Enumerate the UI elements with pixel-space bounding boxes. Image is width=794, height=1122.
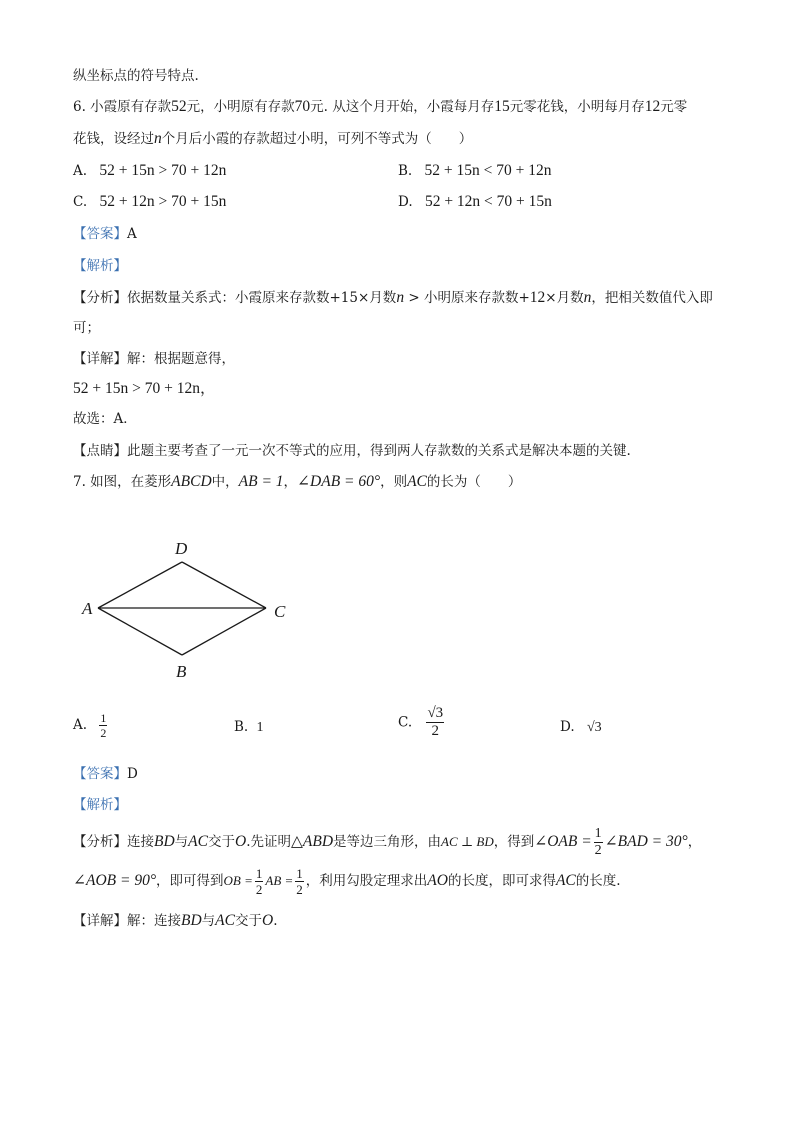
fenxi-tag: 【分析】 [73, 290, 127, 306]
q6-var: n [583, 289, 592, 306]
fenxi-text: ，即可得到 [156, 873, 224, 889]
fenxi-text: 是等边三角形，由 [333, 834, 442, 850]
answer-value: D [127, 766, 138, 782]
q6-stem-text: 元，小明原有存款 [186, 99, 295, 115]
q6-option-d[interactable] [398, 192, 552, 212]
option-expr: 52 + 12n < 70 + 15n [424, 193, 552, 210]
option-value: √3 [586, 720, 602, 735]
rhombus-figure [70, 530, 300, 690]
q6-stem-text: 元零 [660, 99, 688, 115]
q6-stem-text: 元零花钱，小明每月存 [509, 99, 645, 115]
option-value: 1 [256, 720, 264, 735]
q7-math: ∠AOB = 90° [73, 872, 157, 889]
q7-analysis-heading [73, 795, 127, 815]
q7-math: BD [154, 833, 175, 850]
q6-answer [73, 224, 137, 244]
q7-option-b[interactable] [234, 717, 264, 738]
fenxi-tag: 【分析】 [73, 834, 127, 850]
fenxi-text: ，得到 [493, 834, 535, 850]
q6-dianjing [73, 441, 631, 461]
denominator: 2 [255, 882, 263, 897]
option-label: C. [73, 194, 88, 210]
q6-num: 70 [294, 98, 311, 115]
q6-stem-text: 个月后小霞的存款超过小明，可列不等式为（ ） [161, 131, 473, 147]
fenxi-text: ×月数 [545, 290, 584, 306]
q6-stem-line1 [73, 97, 687, 117]
q6-num: 12 [529, 289, 546, 306]
q7-option-d[interactable] [560, 717, 602, 738]
q7-stem-text: ， [283, 474, 298, 490]
q7-option-c[interactable] [398, 706, 444, 739]
option-label: C. [398, 714, 413, 731]
fenxi-text: ， [687, 834, 702, 850]
q6-var: n [154, 130, 162, 147]
numerator: √3 [427, 705, 444, 721]
fenxi-text: 依据数量关系式：小霞原来存款数+15×月数 [127, 290, 397, 306]
q6-stem-text: 元. 从这个月开始，小霞每月存 [310, 99, 495, 115]
option-label: D. [398, 194, 413, 210]
vertex-c-label: C [274, 602, 286, 621]
option-label: A. [73, 717, 88, 733]
side-cb [182, 608, 266, 655]
q7-stem-text: 的长为（ ） [426, 474, 522, 490]
fenxi-text: 的长度，即可求得 [447, 873, 556, 889]
q7-math: AB = [265, 873, 294, 888]
q6-stem-line2 [73, 129, 472, 149]
denominator: 2 [296, 882, 303, 897]
q6-analysis-heading [73, 256, 127, 276]
vertex-a-label: A [82, 599, 93, 618]
xiangjie-text: 与 [201, 913, 216, 929]
xiangjie-tag: 【详解】 [73, 913, 127, 929]
q6-num: 12 [644, 98, 661, 115]
fraction [594, 827, 603, 858]
q7-xiangjie [73, 911, 277, 931]
q7-math: AC [215, 912, 235, 929]
fraction [295, 867, 304, 896]
answer-value: A [127, 226, 137, 242]
option-label: B. [234, 719, 249, 735]
option-expr: 52 + 12n > 70 + 15n [99, 193, 227, 210]
dianjing-tag: 【点睛】 [73, 443, 127, 459]
xiangjie-text: 解：根据题意得， [127, 351, 235, 367]
fraction [426, 706, 444, 739]
vertex-d-label: D [175, 539, 188, 558]
q7-stem-text: 7. 如图，在菱形 [73, 474, 172, 490]
q7-stem-text: ，则 [380, 474, 408, 490]
q6-stem-text: 6. 小霞原有存款 [73, 99, 172, 115]
q7-fenxi-line1 [73, 827, 701, 858]
xiangjie-text: 解：连接 [127, 913, 181, 929]
fraction [99, 712, 107, 739]
q7-math: O [261, 912, 274, 929]
fenxi-text: 连接 [127, 834, 154, 850]
side-dc [182, 562, 266, 608]
q6-fenxi-line2: 可； [73, 320, 100, 336]
denominator: 2 [100, 726, 107, 740]
denominator: 2 [431, 723, 440, 739]
q6-stem-text: 花钱，设经过 [73, 131, 154, 147]
fraction [255, 867, 264, 896]
option-expr: 52 + 15n < 70 + 12n [424, 162, 552, 179]
q6-xiangjie [73, 349, 235, 369]
q7-stem-text: 中， [211, 474, 239, 490]
q7-fenxi-line2 [73, 866, 621, 896]
vertex-b-label: B [176, 662, 187, 681]
option-label: D. [560, 719, 575, 735]
q7-math: AO [427, 872, 448, 889]
fenxi-text: ，把相关数值代入即 [591, 290, 713, 306]
denominator: 2 [594, 843, 602, 858]
answer-tag: 【答案】 [73, 226, 127, 242]
xiangjie-tag: 【详解】 [73, 351, 127, 367]
q6-option-b[interactable] [398, 161, 552, 181]
analysis-tag: 【解析】 [73, 258, 127, 274]
q7-option-a[interactable] [73, 712, 107, 739]
option-label: B. [398, 163, 413, 179]
answer-tag: 【答案】 [73, 766, 127, 782]
option-expr: 52 + 15n > 70 + 12n [99, 162, 227, 179]
q6-num: 15 [494, 98, 510, 115]
fenxi-text: 的长度. [575, 873, 621, 889]
q6-fenxi-line1 [73, 288, 713, 308]
q7-math: AC [188, 833, 208, 850]
fenxi-text: 交于 [207, 834, 235, 850]
q6-num: 52 [171, 98, 187, 115]
numerator: 1 [296, 866, 303, 881]
numerator: 1 [255, 866, 263, 881]
top-line: 纵坐标点的符号特点. [73, 68, 199, 84]
xiangjie-text: . [273, 913, 278, 929]
q7-math: ∠DAB = 60° [297, 473, 381, 490]
q7-math: OB = [223, 873, 253, 888]
xiangjie-text: 交于 [234, 913, 262, 929]
fenxi-text: 与 [174, 834, 189, 850]
numerator: 1 [100, 711, 107, 725]
q7-answer [73, 764, 138, 784]
q7-math: AC [407, 473, 427, 490]
q7-math: ∠BAD = 30° [604, 833, 688, 850]
dianjing-text: 此题主要考查了一元一次不等式的应用，得到两人存款数的关系式是解决本题的关键. [127, 443, 631, 459]
fenxi-text: ，利用勾股定理求出 [305, 873, 428, 889]
q7-math: ABCD [171, 473, 212, 490]
q7-math: AC [555, 872, 576, 889]
side-ad [98, 562, 182, 608]
q7-math: AC ⊥ BD [441, 834, 494, 849]
fenxi-text: .先证明 [246, 834, 291, 850]
q6-conclusion: 故选：A． [73, 411, 137, 427]
q7-math: △ABD [290, 833, 334, 850]
side-ba [98, 608, 182, 655]
option-label: A. [73, 163, 88, 179]
q6-option-a[interactable] [73, 161, 226, 181]
q6-option-c[interactable] [73, 192, 226, 212]
q7-math: ∠OAB = [534, 833, 592, 850]
analysis-tag: 【解析】 [73, 797, 127, 813]
numerator: 1 [594, 826, 602, 841]
fenxi-text: > 小明原来存款数+ [404, 290, 530, 306]
q6-var: n [396, 289, 405, 306]
q7-math: BD [181, 912, 202, 929]
q7-math: AB = 1 [238, 473, 284, 490]
q6-equation: 52 + 15n > 70 + 12n， [73, 380, 216, 397]
q7-math: O [234, 833, 247, 850]
q7-stem [73, 472, 521, 492]
